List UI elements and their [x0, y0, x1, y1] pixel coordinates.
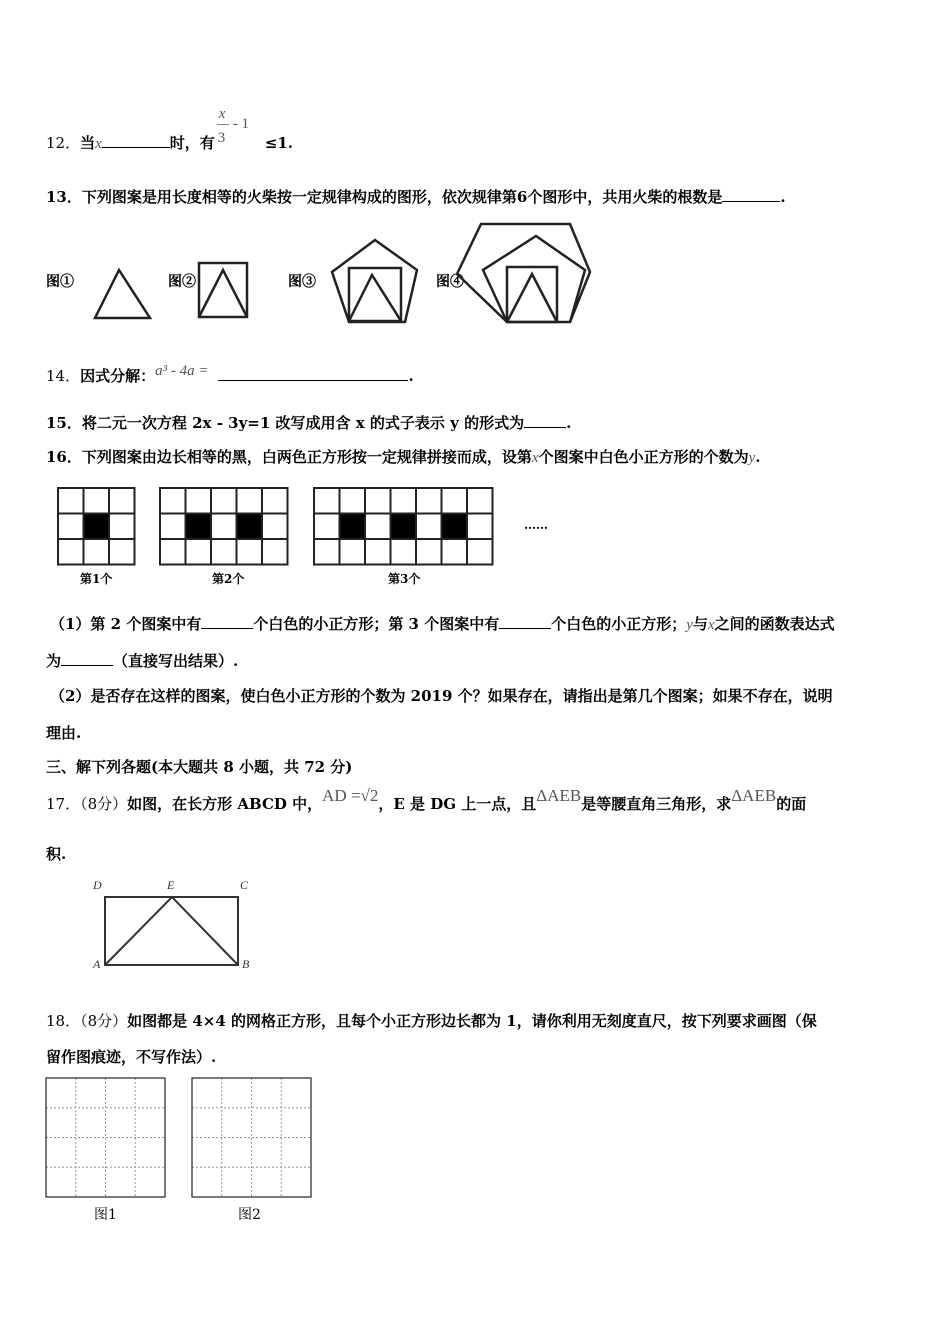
fig-label: 图④	[436, 274, 464, 290]
math-expr: ΔAEB	[731, 786, 777, 805]
answer-blank[interactable]	[201, 614, 253, 629]
q16-part1-cont	[46, 651, 238, 671]
white-tile	[160, 539, 186, 565]
text: 之间的函数表达式	[714, 615, 835, 633]
text: 为	[46, 652, 62, 670]
rectangle-abcd-figure	[85, 875, 265, 975]
ellipsis: ……	[524, 518, 548, 532]
fig-label: 图②	[168, 274, 196, 290]
q-number: 18．	[46, 1012, 81, 1030]
pattern-caption: 第3个	[388, 572, 421, 586]
q17-cont: 积.	[46, 845, 67, 863]
question-15	[46, 413, 571, 433]
white-tile	[416, 514, 442, 540]
var-x: x	[707, 617, 715, 633]
white-tile	[211, 514, 237, 540]
text: 如图，在长方形 ABCD 中，	[127, 795, 323, 813]
frac-num: x	[218, 106, 226, 122]
fig-label: 图①	[46, 274, 74, 290]
point-label: A	[93, 957, 101, 971]
white-tile	[237, 539, 263, 565]
answer-blank[interactable]	[61, 651, 113, 666]
white-tile	[109, 514, 135, 540]
black-tile	[340, 514, 366, 540]
score: （8分）	[80, 1012, 128, 1030]
q16-part2: （2）是否存在这样的图案，使白色小正方形的个数为 2019 个？如果存在，请指出是第几个图案；如果不存在，说明	[50, 687, 833, 705]
text: .	[780, 188, 786, 206]
white-tile	[211, 488, 237, 514]
white-tile	[262, 488, 288, 514]
white-tile	[84, 539, 110, 565]
tile-patterns	[0, 480, 600, 570]
minus-one: - 1	[232, 116, 250, 132]
white-tile	[391, 488, 417, 514]
white-tile	[58, 488, 84, 514]
white-tile	[262, 539, 288, 565]
white-tile	[314, 514, 340, 540]
var-x: x	[531, 450, 539, 466]
pattern-caption: 第1个	[80, 572, 113, 586]
text: ，E 是 DG 上一点，且	[378, 795, 537, 813]
text: ≤1.	[264, 134, 294, 152]
white-tile	[467, 539, 493, 565]
white-tile	[365, 539, 391, 565]
grid-caption: 图2	[238, 1207, 261, 1223]
black-tile	[237, 514, 263, 540]
text: 如图都是 4×4 的网格正方形，且每个小正方形边长都为 1，请你利用无刻度直尺，按下列要求画图（保	[127, 1012, 817, 1030]
grid-figures	[0, 1070, 400, 1210]
white-tile	[314, 488, 340, 514]
score: （8分）	[80, 795, 128, 813]
white-tile	[467, 488, 493, 514]
text: 个白色的小正方形；第 3 个图案中有	[253, 615, 500, 633]
frac-den: 3	[217, 130, 226, 146]
white-tile	[160, 488, 186, 514]
text: （直接写出结果）.	[113, 652, 239, 670]
text: 是等腰直角三角形，求	[581, 795, 732, 813]
white-tile	[109, 539, 135, 565]
answer-blank[interactable]	[218, 366, 408, 381]
white-tile	[186, 488, 212, 514]
white-tile	[365, 514, 391, 540]
black-tile	[391, 514, 417, 540]
text: .	[566, 414, 572, 432]
white-tile	[442, 539, 468, 565]
var-x: x	[95, 136, 102, 152]
text: 13．下列图案是用长度相等的火柴按一定规律构成的图形，依次规律第6个图形中，共用火柴的根数是	[46, 188, 723, 206]
q-number: 17．	[46, 795, 81, 813]
var-y: y	[686, 617, 693, 633]
black-tile	[442, 514, 468, 540]
white-tile	[442, 488, 468, 514]
point-label: E	[167, 878, 175, 892]
white-tile	[365, 488, 391, 514]
answer-blank[interactable]	[499, 614, 551, 629]
white-tile	[467, 514, 493, 540]
q18-cont: 留作图痕迹，不写作法）.	[46, 1048, 217, 1066]
text: 与	[692, 615, 708, 633]
white-tile	[186, 539, 212, 565]
text: 因式分解：	[80, 367, 156, 385]
point-label: C	[240, 878, 249, 892]
text: （1）第 2 个图案中有	[50, 615, 202, 633]
grid-caption: 图1	[94, 1207, 117, 1223]
white-tile	[262, 514, 288, 540]
q16-part2-cont: 理由.	[46, 724, 82, 742]
point-label: D	[93, 878, 102, 892]
math-expr: ΔAEB	[536, 786, 582, 805]
question-17	[46, 786, 807, 814]
math-expr: AD =√2	[322, 786, 379, 805]
figure-4	[457, 224, 590, 322]
text: .	[755, 448, 761, 466]
q16-part1	[50, 614, 835, 635]
question-14	[46, 363, 414, 387]
answer-blank[interactable]	[524, 413, 566, 428]
var-y: y	[748, 450, 756, 466]
text: 的面	[776, 795, 807, 813]
white-tile	[84, 488, 110, 514]
section-heading: 三、解下列各题(本大题共 8 小题，共 72 分)	[46, 758, 353, 776]
text: 时，有	[169, 134, 215, 152]
white-tile	[58, 514, 84, 540]
q-number: 14．	[46, 367, 81, 385]
pattern-caption: 第2个	[212, 572, 245, 586]
white-tile	[58, 539, 84, 565]
text: 个图案中白色小正方形的个数为	[538, 448, 749, 466]
white-tile	[416, 488, 442, 514]
white-tile	[211, 539, 237, 565]
text: 个白色的小正方形；	[551, 615, 687, 633]
black-tile	[84, 514, 110, 540]
white-tile	[237, 488, 263, 514]
white-tile	[391, 539, 417, 565]
math-expr: a³ - 4a =	[155, 363, 209, 379]
text: 当	[80, 134, 96, 152]
question-18	[46, 1011, 817, 1031]
text: 16．下列图案由边长相等的黑，白两色正方形按一定规律拼接而成，设第	[46, 448, 532, 466]
text: 15．将二元一次方程 2x - 3y=1 改写成用含 x 的式子表示 y 的形式为	[46, 414, 525, 432]
white-tile	[160, 514, 186, 540]
text: .	[408, 367, 414, 385]
white-tile	[109, 488, 135, 514]
q-number: 12．	[46, 134, 81, 152]
black-tile	[186, 514, 212, 540]
white-tile	[314, 539, 340, 565]
white-tile	[340, 539, 366, 565]
fig-label: 图③	[288, 274, 316, 290]
figure-1-triangle	[95, 270, 150, 318]
white-tile	[416, 539, 442, 565]
point-label: B	[242, 957, 250, 971]
matchstick-figures	[0, 0, 950, 340]
question-16	[46, 447, 760, 468]
white-tile	[340, 488, 366, 514]
